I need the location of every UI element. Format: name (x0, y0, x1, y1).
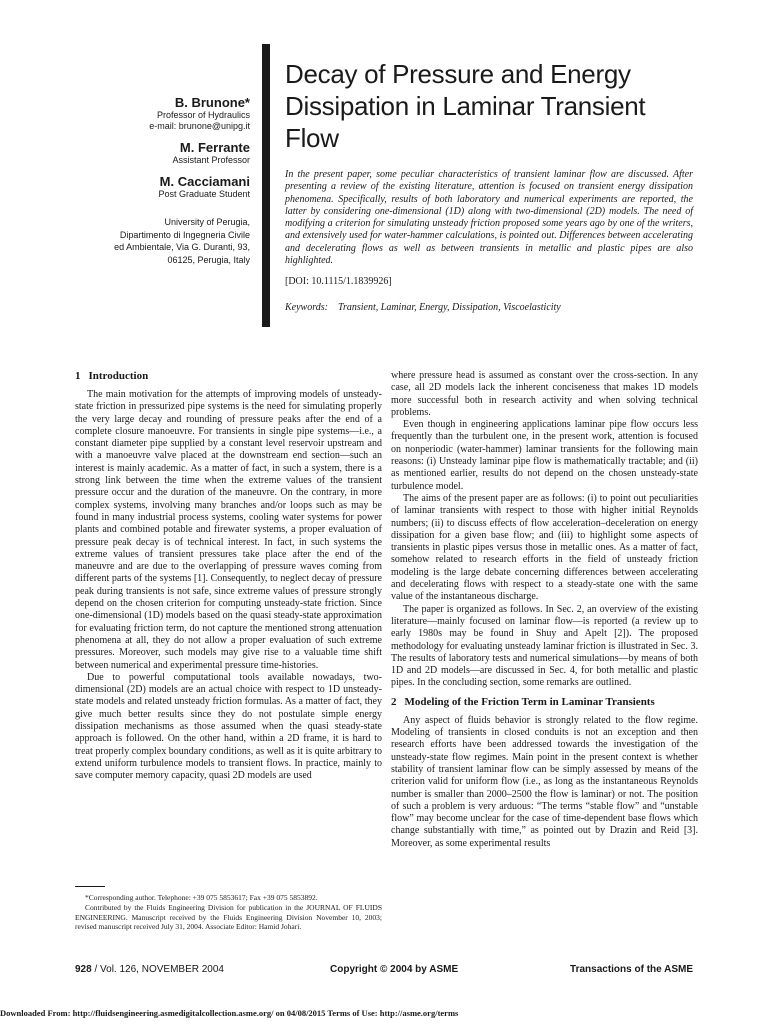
page-number: 928 (75, 964, 92, 975)
affiliation-line: 06125, Perugia, Italy (167, 254, 250, 265)
footnote (75, 893, 382, 932)
paragraph: Due to powerful computational tools available nowadays, two-dimensional (2D) models are an actual choice with respect to 1D unsteady-state models and related unsteady friction formulas. As a matter of fact, they give much better results since they do not postulate simple energy dissipation mechanisms as those assumed when the quasi steady-state approach is followed. On the other hand, within a 2D frame, it is hard to treat properly complex boundary conditions, as well as it is quite arbitrary to extend uniform turbulence models to transient flows. In practice, mainly to save computer memory capacity, quasi 2D models are used (75, 671, 382, 782)
author-name: B. Brunone* (174, 95, 250, 110)
author-name: M. Ferrante (179, 140, 250, 155)
download-notice: Downloaded From: http://fluidsengineering.asmedigitalcollection.asme.org/ on 04/08/2015 Terms of Use: http://asme.org/terms (0, 1008, 459, 1018)
footer-separator: / (94, 964, 98, 975)
author-role: Professor of Hydraulics (156, 110, 250, 120)
affiliation-line: ed Ambientale, Via G. Duranti, 93, (114, 242, 250, 252)
author-role: Assistant Professor (172, 155, 250, 165)
footer-left (75, 964, 224, 975)
affiliation-line: Dipartimento di Ingegneria Civile (119, 229, 250, 240)
author-block (100, 96, 250, 266)
paragraph: The main motivation for the attempts of improving models of unsteady-state friction in pressurized pipe systems is the need for simulating properly the very large decay and rounding of pressure peaks after the end of a complete closure manoeuvre. For transients in single pipe systems—i.e., a constant diameter pipe supplied by a constant level reservoir upstream and with a manoeuvre valve placed at the downstream end section—such an interest is mainly academic. As a matter of fact, in such a system, there is a strong link between the time when the extreme values of the transient pressure occur and the duration of the maneuvre. On the contrary, in more complex systems, involving many branches and/or loops such as may be found in many industrial process systems, cooling water systems for power plants and combined potable and firewater systems, a proper evaluation of pressure peak decay is of technical interest. In fact, in such systems the extreme values of transient pressures take place after the end of the maneuvre and are due to the overlapping of pressure waves coming from different parts of the systems [1]. Consequently, to neglect decay of pressure peak during transients is not safe, since extreme values of pressure strongly depend on the chosen criterion for computing unsteady-state friction. Since one-dimensional (1D) models based on the quasi steady-state approximation for evaluating friction term, do not capture the mentioned strong attenuation phenomena at all, they do not allow a proper evaluation of such extreme pressures. Moreover, such models may give rise to a valuable time shift between numerical and experimental pressure time-histories. (75, 389, 382, 671)
keywords-list: Transient, Laminar, Energy, Dissipation, Viscoelasticity (337, 302, 561, 313)
right-column (391, 370, 698, 850)
paragraph: where pressure head is assumed as constant over the cross-section. In any case, all 2D models lack the inherent conciseness that makes 1D models more successful both in research activity and when solving technical problems. (391, 370, 698, 418)
footnote-line: *Corresponding author. Telephone: +39 075 5853617; Fax +39 075 5853892. (85, 893, 318, 902)
keywords-label: Keywords: (285, 302, 328, 313)
author-name: M. Cacciamani (159, 174, 250, 189)
footnote-rule (75, 886, 105, 887)
volume-info: Vol. 126, NOVEMBER 2004 (100, 964, 224, 975)
section-title: Introduction (88, 370, 149, 382)
footnote-line: Contributed by the Fluids Engineering Division for publication in the JOURNAL OF FLUIDS ENGINEERING. Manuscript received by the Fluids Engineering Division November 10, 2003; revised manuscript received July 31, 2004. Associate Editor: Hamid Johari. (75, 902, 382, 932)
paragraph: The paper is organized as follows. In Sec. 2, an overview of the existing literature—mainly focused on laminar flow—is reported (a review up to early 1980s may be found in Shuy and Apelt [2]). The proposed methodology for evaluating unsteady laminar friction is illustrated in Sec. 3. The results of laboratory tests and numerical simulations—by means of both 1D and 2D models—are discussed in Sec. 4, for both metallic and plastic pipes. In the concluding section, some remarks are outlined. (391, 603, 698, 689)
copyright: Copyright © 2004 by ASME (330, 964, 459, 975)
paragraph: The aims of the present paper are as follows: (i) to point out peculiarities of laminar transients with respect to those with higher initial Reynolds numbers; (ii) to discuss effects of flow acceleration–deceleration on energy dissipation for a given base flow; and (iii) to highlight some aspects of transients in plastic pipes versus those in metallic ones. As a matter of fact, somehow related to research efforts in the field of unsteady friction modeling is the large debate concerning differences between accelerating and decelerating flows with respect to a steady-state one with the same value of the instantaneous discharge. (391, 492, 698, 603)
author-email: e-mail: brunone@unipg.it (149, 121, 250, 131)
affiliation-line: University of Perugia, (164, 217, 250, 227)
abstract: In the present paper, some peculiar characteristics of transient laminar flow are discussed. After presenting a review of the existing literature, attention is focused on transient energy dissipation phenomena. Specifically, results of both laboratory and numerical experiments are reported, the latter by considering one-dimensional (1D) along with two-dimensional (2D) models. The need of modifying a criterion for simulating unsteady friction proposed some years ago by one of the writers, and extensively used for water-hammer calculations, is pointed out. Differences between accelerating and decelerating flows as well as between transients in metallic and plastic pipes are also highlighted. (285, 169, 693, 267)
section-heading (75, 370, 382, 383)
keywords (285, 302, 561, 313)
paper-title: Decay of Pressure and Energy Dissipation in Laminar Transient Flow (285, 59, 646, 153)
left-column (75, 370, 382, 783)
doi: [DOI: 10.1115/1.1839926] (285, 276, 392, 287)
paragraph: Even though in engineering applications laminar pipe flow occurs less frequently than the turbulent one, in the present work, attention is focused on nonperiodic (water-hammer) laminar transients for the following main reasons: (i) Unsteady laminar pipe flow is mathematically tractable; and (ii) as mentioned earlier, results do not depend on the chosen unsteady-state turbulence model. (391, 419, 698, 492)
section-number: 1 (75, 370, 81, 382)
page-footer (75, 964, 693, 978)
journal-name: Transactions of the ASME (570, 964, 693, 975)
author-role: Post Graduate Student (158, 189, 250, 199)
section-heading (391, 696, 698, 709)
section-number: 2 (391, 695, 397, 708)
paragraph: Any aspect of fluids behavior is strongly related to the flow regime. Modeling of transients in closed conduits is not an exception and then research efforts have been addressed towards the investigation of the unsteady-state flow regimes. Main point in the present context is whether stability of transient laminar flow can be simply assessed by means of the criterion valid for uniform flow (i.e., as long as the instantaneous Reynolds number is smaller than 2000–2500 the flow is laminar) or not. The position of such a problem is very arduous: “The terms “stable flow” and “unstable flow” may become unclear for the case of time-dependent base flows which change substantially with time,” as pointed out by Drazin and Reid [3]. Moreover, as some experimental results (391, 714, 698, 849)
title-rule (262, 44, 270, 327)
affiliation (100, 216, 250, 266)
section-title: Modeling of the Friction Term in Laminar Transients (404, 695, 655, 708)
